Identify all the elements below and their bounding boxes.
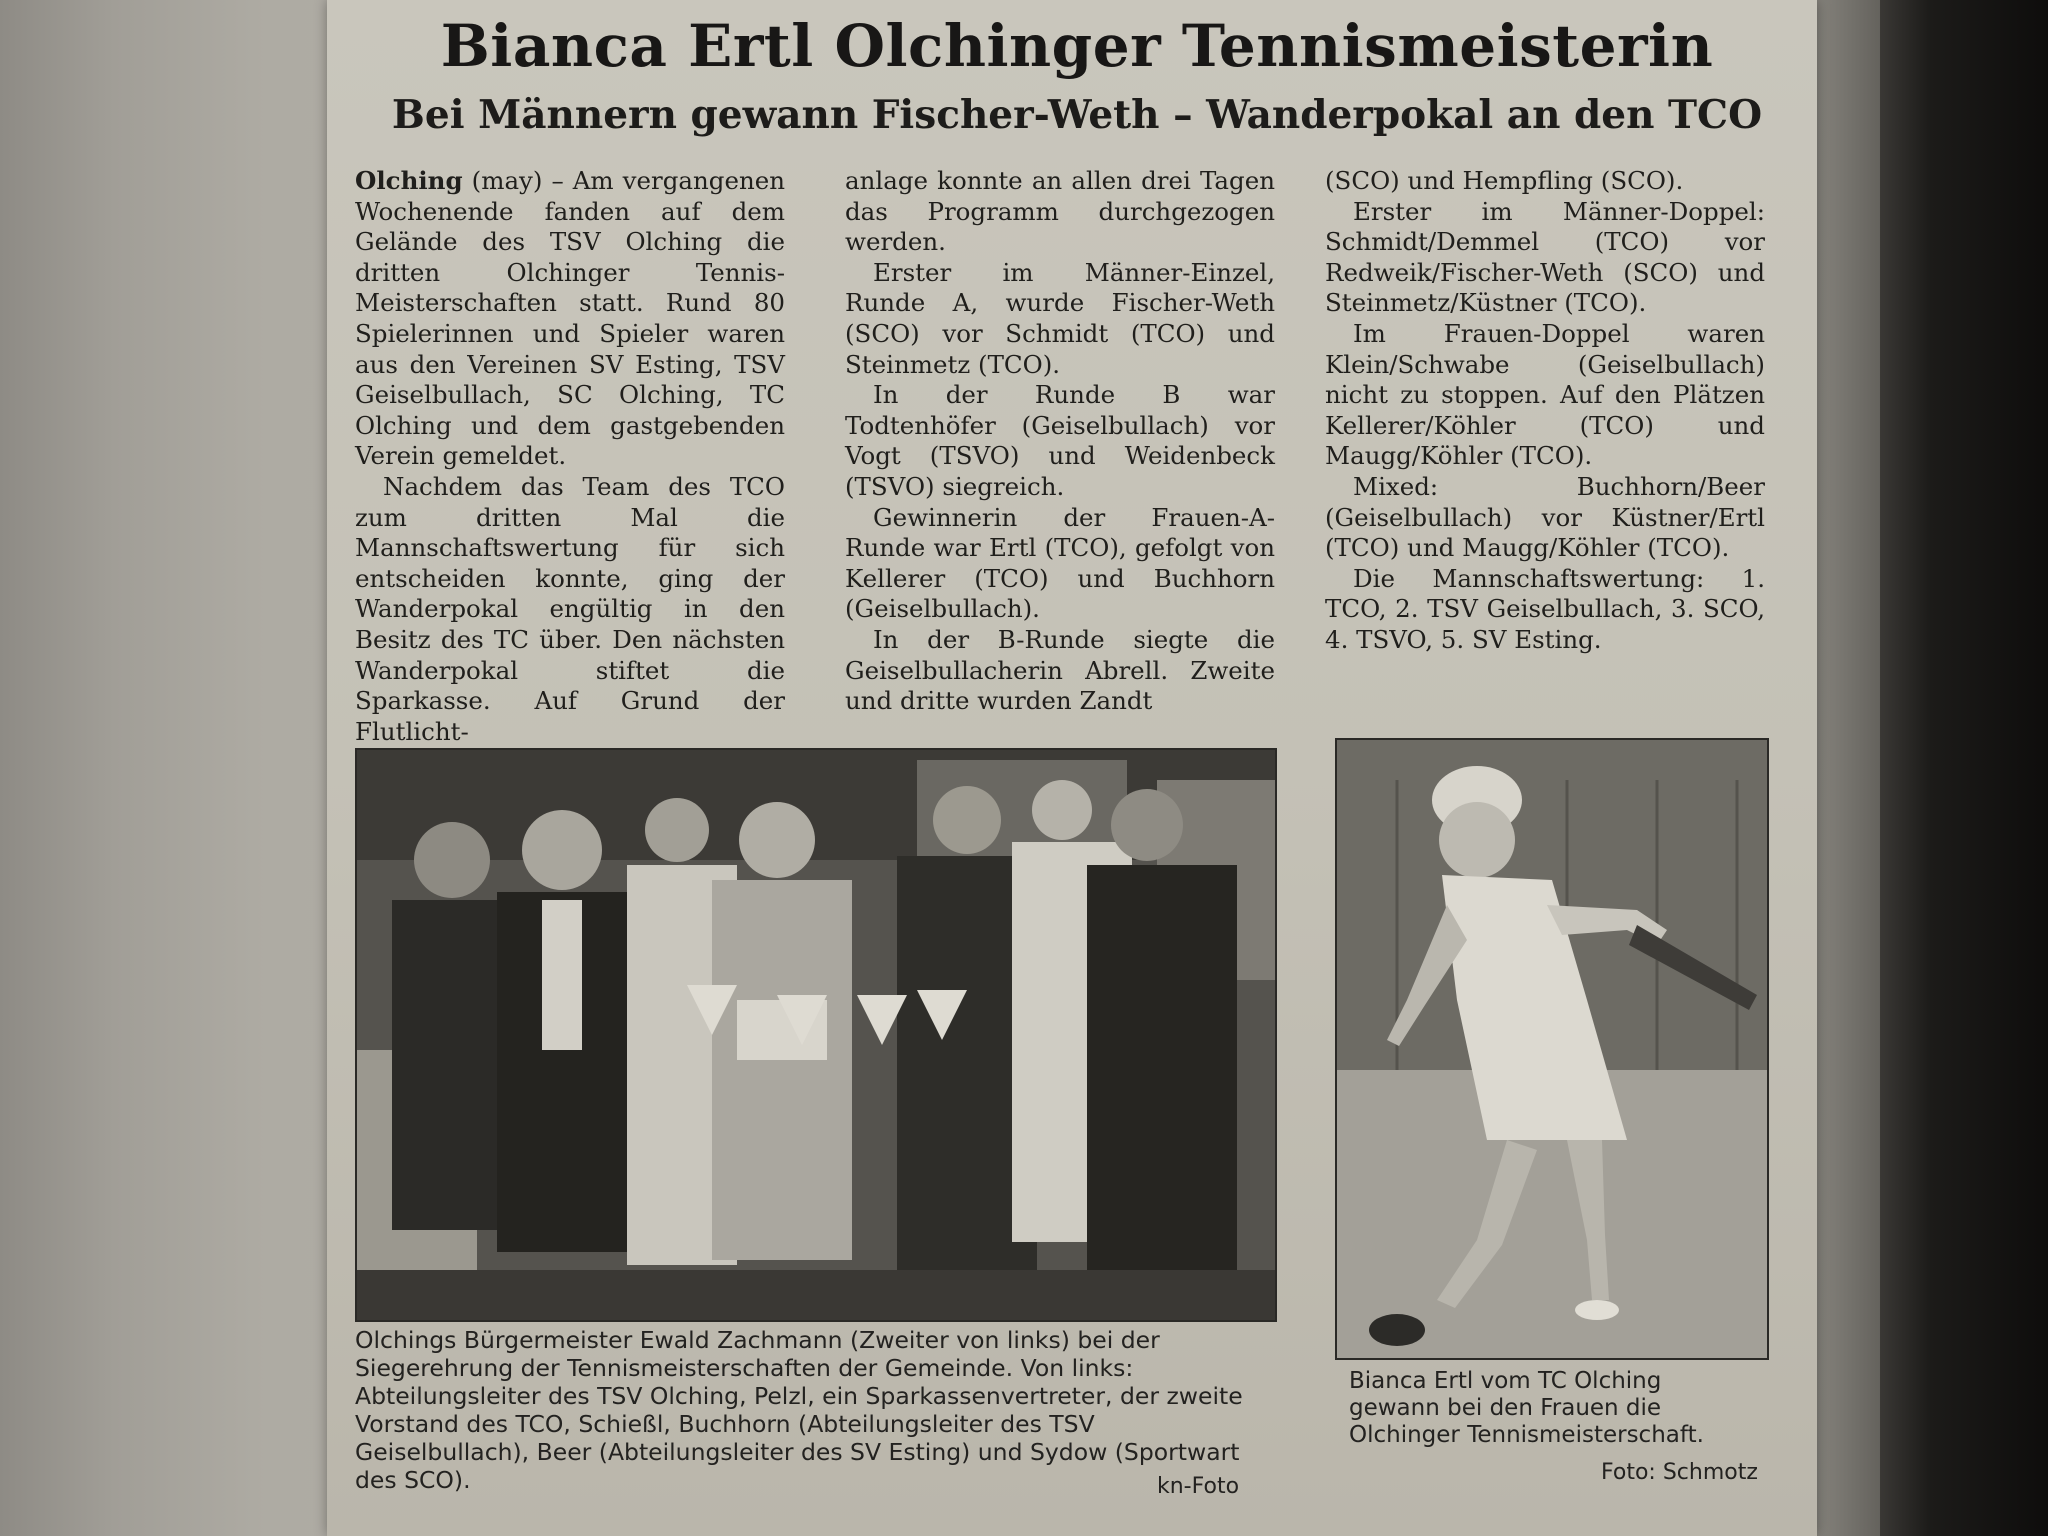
headline: Bianca Ertl Olchinger Tennismeisterin xyxy=(440,12,1714,80)
article-column-2 xyxy=(845,166,1275,717)
article-paragraph: Erster im Männer-Doppel: Schmidt/Demmel (TCO) vor Redweik/Fischer-Weth (SCO) und Steinmetz/Küstner (TCO). xyxy=(1325,196,1765,318)
article-column-1 xyxy=(355,166,785,747)
group-photo xyxy=(355,748,1277,1322)
article-paragraph: Gewinnerin der Frauen-A-Runde war Ertl (TCO), gefolgt von Kellerer (TCO) und Buchhorn (Geiselbullach). xyxy=(845,502,1275,624)
article-paragraph: (SCO) und Hempfling (SCO). xyxy=(1325,166,1684,195)
subheadline: Bei Männern gewann Fischer-Weth – Wanderpokal an den TCO xyxy=(391,92,1763,138)
article-paragraph xyxy=(355,166,785,472)
group-photo-caption: Olchings Bürgermeister Ewald Zachmann (Zweiter von links) bei der Siegerehrung der Tennismeisterschaften der Gemeinde. Von links: Abteilungsleiter des TSV Olching, Pelzl, ein Sparkassenvertreter, der zweite Vorstand des TCO, Schießl, Buchhorn (Abteilungsleiter des TSV Geiselbullach), Beer (Abteilungsleiter des SV Esting) und Sydow (Sportwart des SCO). xyxy=(355,1326,1243,1494)
article-paragraph: In der B-Runde siegte die Geiselbullacherin Abrell. Zweite und dritte wurden Zandt xyxy=(845,624,1275,716)
article-paragraph: Mixed: Buchhorn/Beer (Geiselbullach) vor Küstner/Ertl (TCO) und Maugg/Köhler (TCO). xyxy=(1325,471,1765,563)
article-paragraph: Nachdem das Team des TCO zum dritten Mal die Mannschaftswertung für sich entscheiden konnte, ging der Wanderpokal engültig in den Besitz des TC über. Den nächsten Wanderpokal stiftet die Sparkasse. Auf Grund der Flutlicht- xyxy=(355,471,785,746)
player-photo-caption: Bianca Ertl vom TC Olching gewann bei den Frauen die Olchinger Tennismeisterschaft. xyxy=(1349,1368,1704,1448)
player-photo xyxy=(1335,738,1769,1360)
article-paragraph: Erster im Männer-Einzel, Runde A, wurde Fischer-Weth (SCO) vor Schmidt (TCO) und Steinmetz (TCO). xyxy=(845,257,1275,379)
article-paragraph: Im Frauen-Doppel waren Klein/Schwabe (Geiselbullach) nicht zu stoppen. Auf den Plätzen Kellerer/Köhler (TCO) und Maugg/Köhler (TCO). xyxy=(1325,318,1765,471)
newspaper-clipping xyxy=(327,0,1817,1536)
player-photo-credit: Foto: Schmotz xyxy=(1601,1460,1758,1485)
article-paragraph: In der Runde B war Todtenhöfer (Geiselbullach) vor Vogt (TSVO) und Weidenbeck (TSVO) siegreich. xyxy=(845,380,1275,501)
article-paragraph: anlage konnte an allen drei Tagen das Programm durchgezogen werden. xyxy=(845,166,1275,257)
group-photo-illustration xyxy=(357,750,1275,1320)
album-binding-edge xyxy=(1880,0,2048,1536)
player-photo-illustration xyxy=(1337,740,1767,1358)
article-column-3 xyxy=(1325,166,1765,656)
group-photo-credit: kn-Foto xyxy=(1157,1474,1240,1499)
paragraph-text: (may) – Am vergangenen Wochenende fanden auf dem Gelände des TSV Olching die dritten Olchinger Tennis-Meisterschaften statt. Rund 80 Spielerinnen und Spieler waren aus den Vereinen SV Esting, TSV Geiselbullach, SC Olching, TC Olching und dem gastgebenden Verein gemeldet. xyxy=(355,166,785,471)
dateline: Olching xyxy=(355,166,463,195)
article-paragraph: Die Mannschaftswertung: 1. TCO, 2. TSV Geiselbullach, 3. SCO, 4. TSVO, 5. SV Esting. xyxy=(1325,563,1765,654)
